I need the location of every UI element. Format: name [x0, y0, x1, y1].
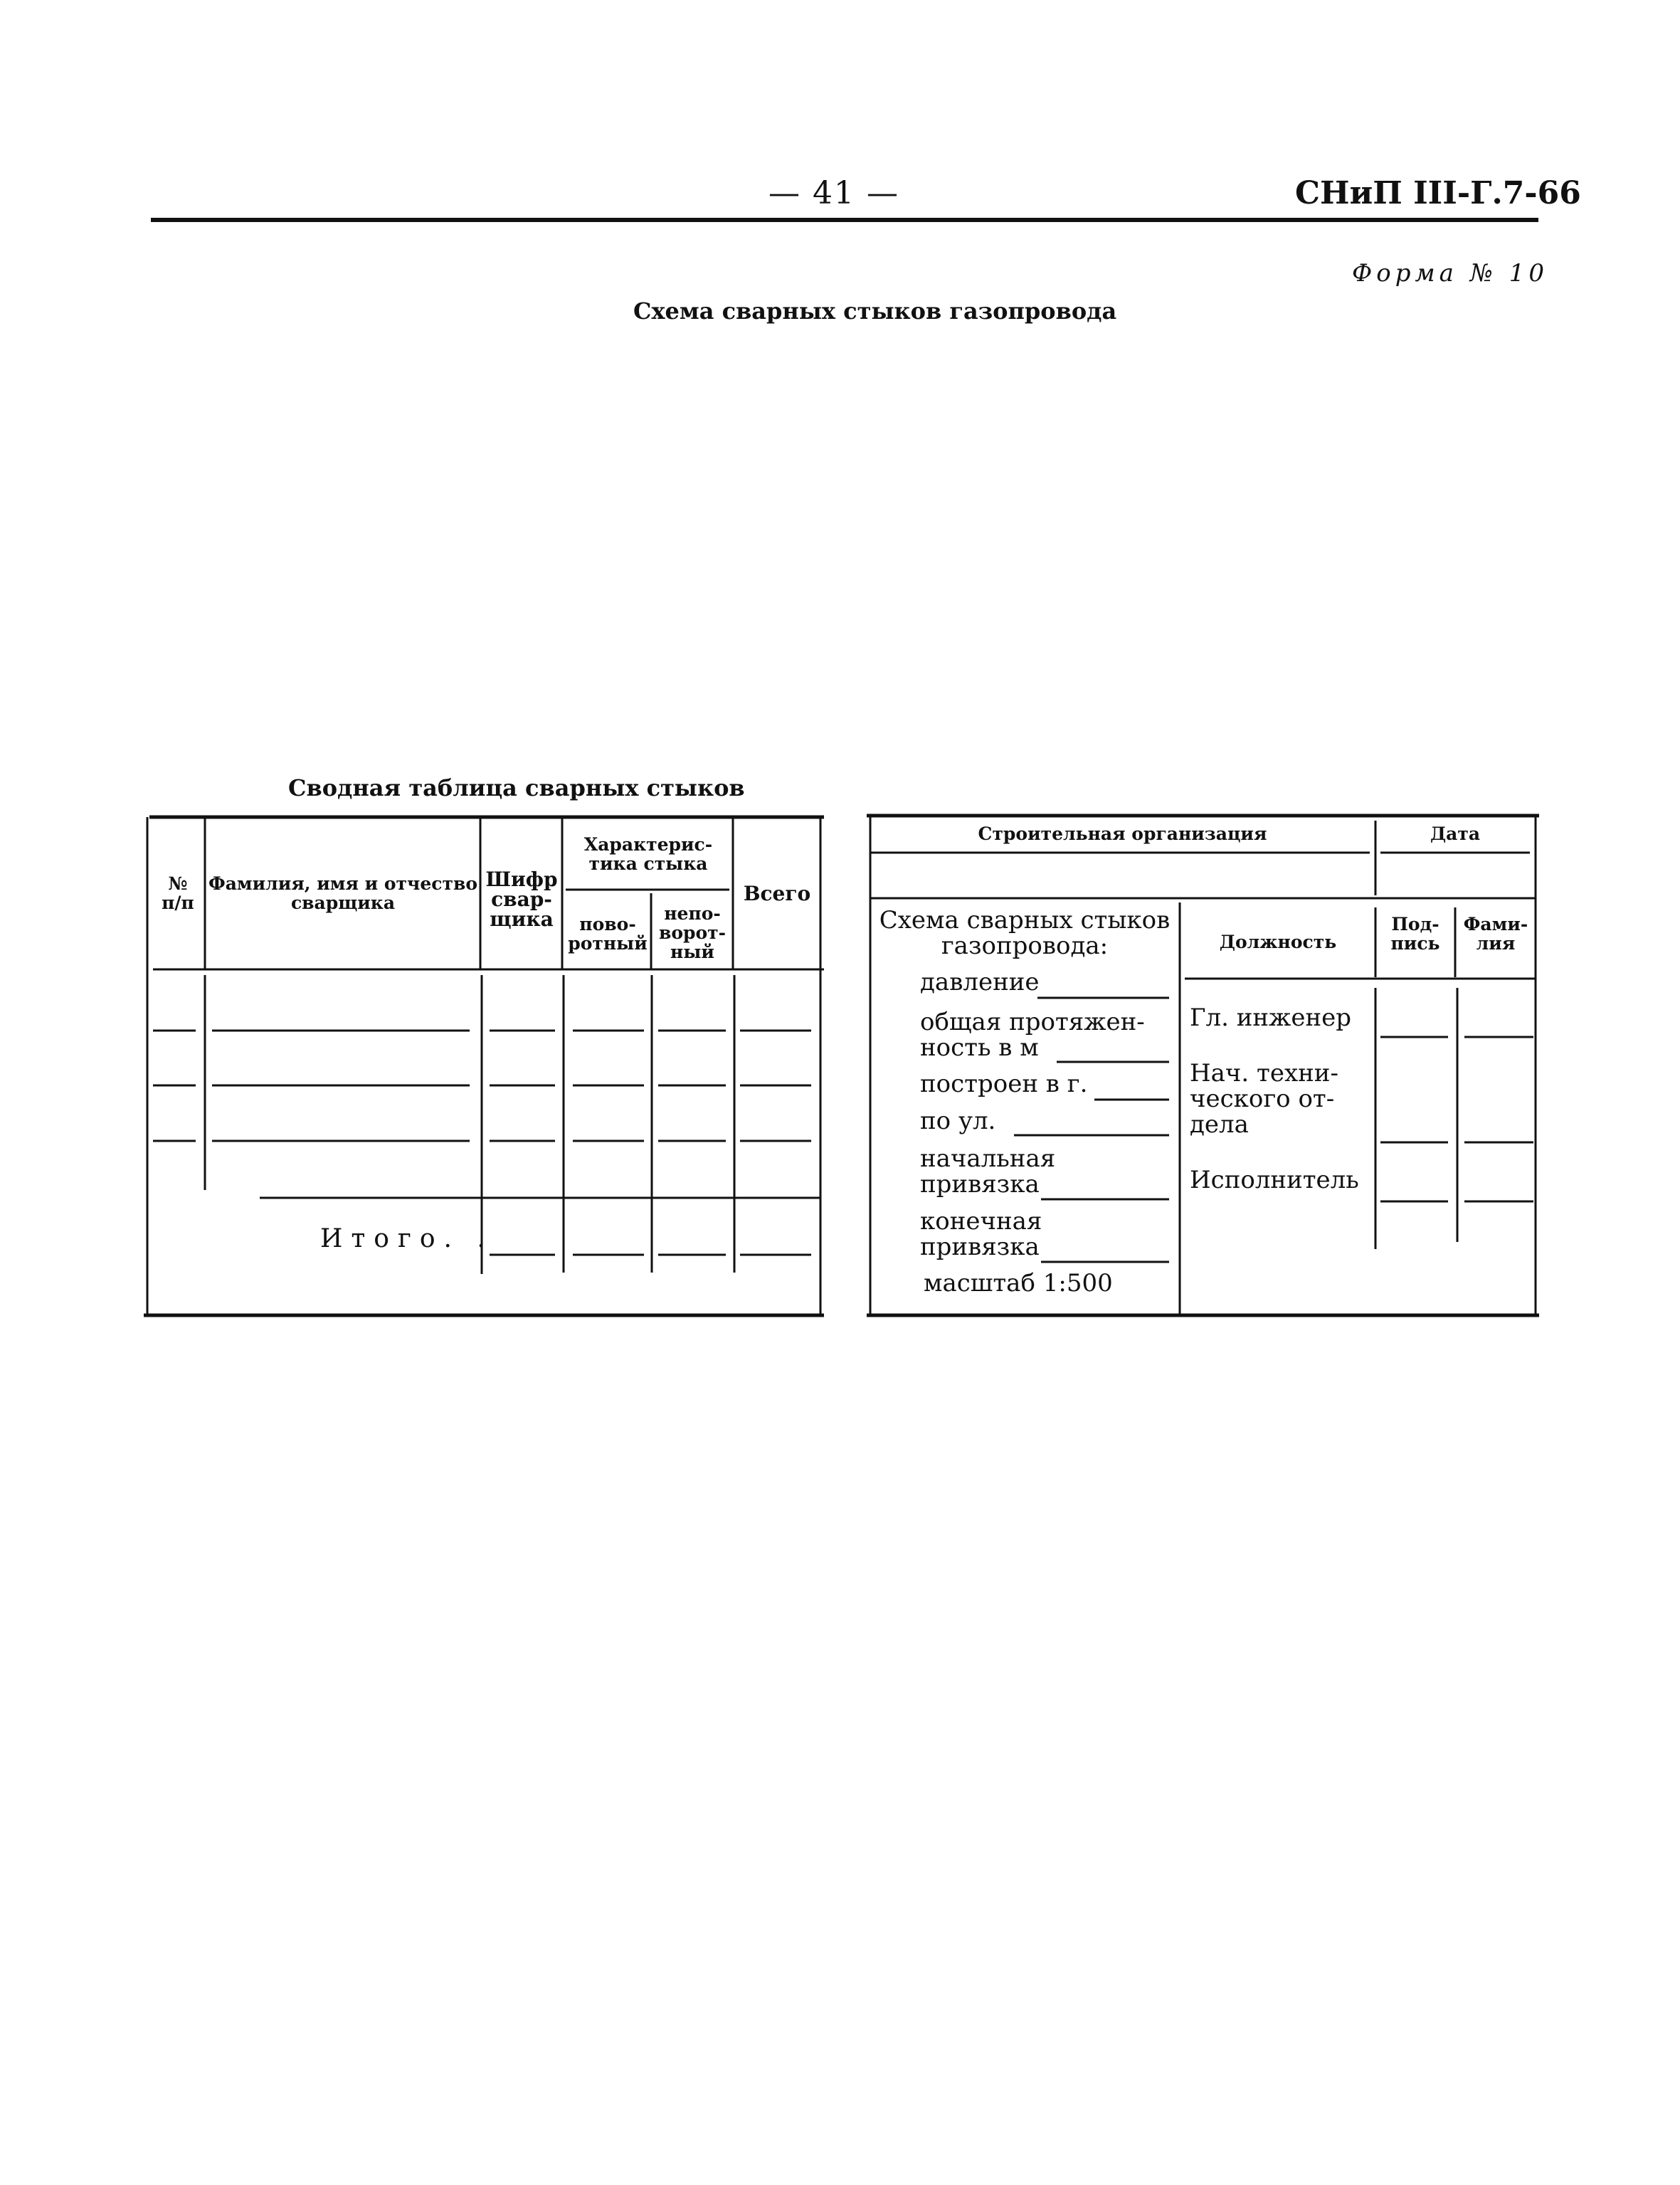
col-header-total: Всего [743, 882, 811, 905]
scheme-title: Схема сварных стыков газопровода: [879, 906, 1171, 960]
field-start-reference: начальная привязка [920, 1144, 1056, 1199]
position-executor: Исполнитель [1190, 1166, 1359, 1194]
col-header-joint-characteristic: Характерис- тика стыка [583, 834, 713, 874]
total-row-label: Итого. . [320, 1224, 494, 1253]
position-tech-dept-head: Нач. техни- ческого от- дела [1190, 1059, 1338, 1139]
col-header-rotary: пово- ротный [568, 914, 648, 954]
document-title: Схема сварных стыков газопровода [633, 298, 1117, 325]
field-end-reference: конечная привязка [920, 1207, 1042, 1261]
document-code: СНиП III-Г.7-66 [1295, 175, 1581, 211]
col-header-number: № п/п [162, 873, 194, 913]
position-chief-engineer: Гл. инженер [1190, 1004, 1351, 1032]
page-number: — 41 — [768, 175, 899, 211]
form-number: Форма № 10 [1352, 259, 1548, 288]
date-label: Дата [1430, 823, 1481, 844]
position-label: Должность [1219, 932, 1337, 952]
field-street: по ул. [920, 1107, 996, 1135]
col-header-nonrotary: непо- ворот- ный [658, 903, 727, 962]
field-scale: масштаб 1:500 [924, 1269, 1113, 1297]
col-header-welder-code: Шифр свар- щика [485, 868, 558, 931]
field-built-year: построен в г. [920, 1070, 1088, 1098]
field-total-length: общая протяжен- ность в м [920, 1008, 1145, 1062]
organization-label: Строительная организация [978, 823, 1267, 844]
signature-label: Под- пись [1390, 914, 1440, 954]
surname-label: Фами- лия [1463, 914, 1528, 954]
col-header-name: Фамилия, имя и отчество сварщика [208, 873, 478, 913]
summary-table-caption: Сводная таблица сварных стыков [288, 774, 745, 801]
field-pressure: давление [920, 968, 1040, 996]
